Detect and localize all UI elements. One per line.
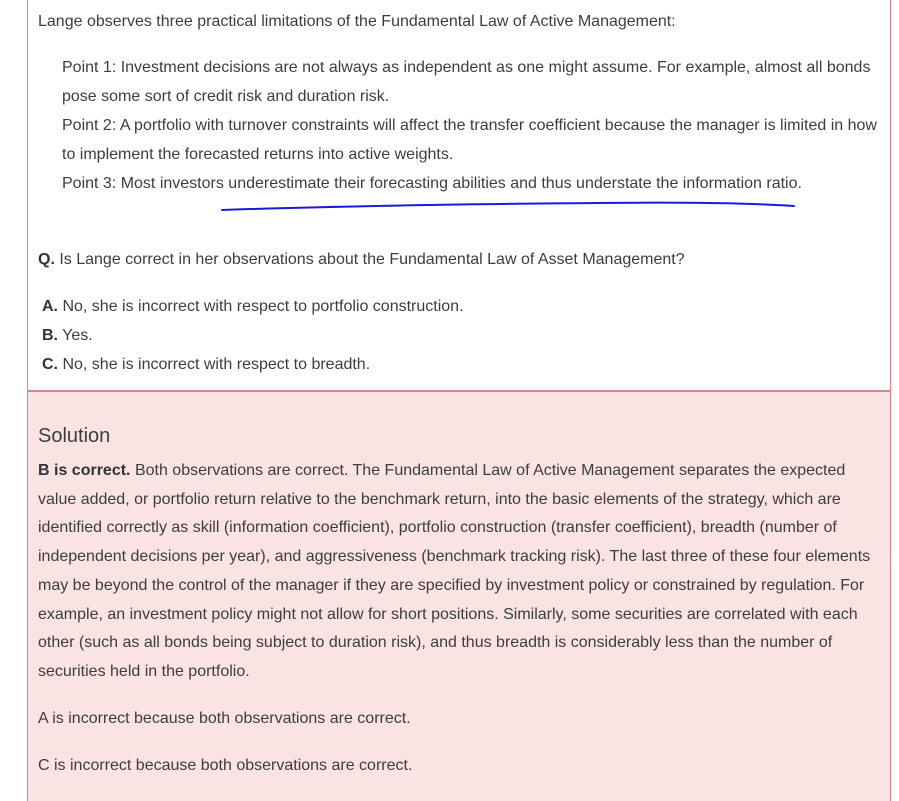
question-prompt — [38, 250, 685, 270]
option-b[interactable] — [42, 326, 93, 346]
point-1-line-2: pose some sort of credit risk and duration risk. — [62, 88, 390, 105]
question-intro: Lange observes three practical limitations of the Fundamental Law of Active Management: — [38, 13, 676, 30]
solution-line-3: identified correctly as skill (information coefficient), portfolio construction (transfer coefficient), breadth (number of — [38, 519, 837, 536]
solution-title: Solution — [38, 425, 111, 447]
option-c[interactable] — [42, 355, 370, 375]
solution-line-8: securities held in the portfolio. — [38, 663, 250, 680]
handwritten-underline-annotation — [218, 196, 798, 214]
option-b-text: Yes. — [62, 327, 93, 344]
solution-line-1 — [38, 461, 845, 481]
option-c-text: No, she is incorrect with respect to breadth. — [62, 356, 371, 373]
solution-line-2: value added, or portfolio return relative to the benchmark return, into the basic elements of the strategy, which are — [38, 491, 841, 508]
question-text: Is Lange correct in her observations about the Fundamental Law of Asset Management? — [59, 251, 685, 268]
solution-line-5: may be beyond the control of the manager if they are specified by investment policy or constrained by regulation. For — [38, 577, 865, 594]
point-1-line-1: Point 1: Investment decisions are not always as independent as one might assume. For example, almost all bonds — [62, 59, 871, 76]
option-c-letter: C. — [42, 356, 58, 373]
point-2-line-2: to implement the forecasted returns into active weights. — [62, 146, 454, 163]
option-b-letter: B. — [42, 327, 58, 344]
question-label: Q. — [38, 251, 55, 268]
solution-line-1-text: Both observations are correct. The Fundamental Law of Active Management separates the expected — [134, 462, 846, 479]
solution-panel — [27, 391, 891, 801]
point-3-line-1: Point 3: Most investors underestimate their forecasting abilities and thus understate the information ratio. — [62, 175, 802, 192]
option-a-text: No, she is incorrect with respect to portfolio construction. — [62, 298, 464, 315]
solution-line-6: example, an investment policy might not allow for short positions. Similarly, some securities are correlated with each — [38, 606, 858, 623]
solution-lead: B is correct. — [38, 462, 131, 479]
option-a[interactable] — [42, 297, 464, 317]
option-c-explanation: C is incorrect because both observations are correct. — [38, 757, 413, 774]
solution-line-4: independent decisions per year), and aggressiveness (benchmark tracking risk). The last three of these four elements — [38, 548, 871, 565]
option-a-letter: A. — [42, 298, 58, 315]
option-a-explanation: A is incorrect because both observations are correct. — [38, 710, 411, 727]
solution-line-7: other (such as all bonds being subject to duration risk), and thus breadth is considerably less than the number of — [38, 634, 833, 651]
point-2-line-1: Point 2: A portfolio with turnover constraints will affect the transfer coefficient because the manager is limited in how — [62, 117, 877, 134]
